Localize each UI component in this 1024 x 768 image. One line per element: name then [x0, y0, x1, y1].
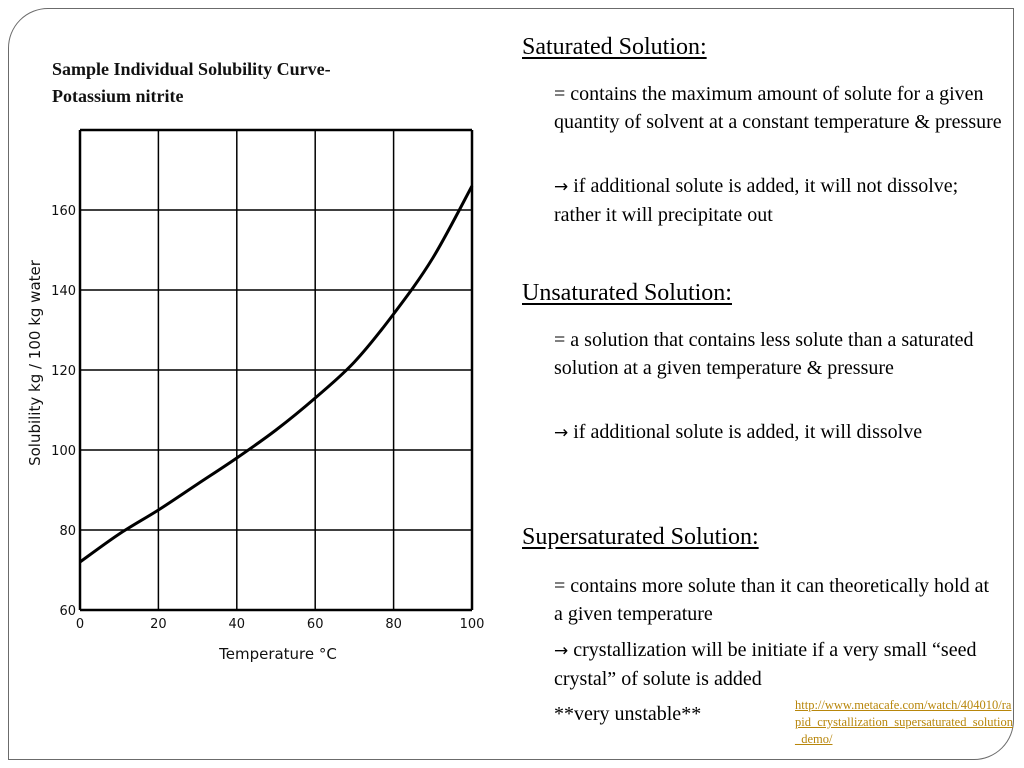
arrow-right-icon: →	[554, 423, 569, 443]
supersaturated-heading: Supersaturated Solution:	[522, 524, 759, 550]
y-tick-label: 100	[51, 444, 76, 459]
y-tick-label: 80	[59, 524, 76, 539]
unsaturated-heading: Unsaturated Solution:	[522, 280, 732, 306]
chart-title	[52, 56, 432, 110]
chart-ticks	[51, 204, 484, 632]
supersaturated-note-text: **very unstable**	[554, 703, 702, 725]
y-tick-label: 160	[51, 204, 76, 219]
saturated-heading: Saturated Solution:	[522, 34, 707, 60]
x-tick-label: 80	[385, 617, 402, 632]
x-tick-label: 20	[150, 617, 167, 632]
supersaturated-definition-text: = contains more solute than it can theoretically hold at a given temperature	[554, 575, 990, 625]
unsaturated-definition	[554, 326, 1002, 382]
chart-title-line1: Sample Individual Solubility Curve-	[52, 59, 331, 79]
x-axis-label: Temperature °C	[219, 645, 337, 663]
y-tick-label: 60	[59, 604, 76, 619]
chart-grid	[80, 130, 472, 610]
saturated-definition	[554, 80, 1002, 136]
x-tick-label: 100	[459, 617, 485, 632]
supersaturated-definition	[554, 572, 1002, 628]
y-tick-label: 120	[51, 364, 76, 379]
chart-title-line2: Potassium nitrite	[52, 86, 184, 106]
arrow-right-icon: →	[554, 177, 569, 197]
source-video-link[interactable]: http://www.metacafe.com/watch/404010/rapid_crystallization_supersaturated_solution_demo/	[795, 698, 1014, 746]
x-tick-label: 40	[228, 617, 246, 632]
saturated-consequence	[554, 172, 1002, 229]
solubility-curve-line	[80, 186, 472, 562]
y-tick-label: 140	[51, 284, 76, 299]
saturated-definition-text: = contains the maximum amount of solute for a given quantity of solvent at a constant temperature & pressure	[554, 83, 1002, 133]
x-tick-label: 60	[306, 617, 324, 632]
supersaturated-consequence-text: crystallization will be initiate if a very small “seed crystal” of solute is added	[554, 639, 977, 690]
unsaturated-consequence-text: if additional solute is added, it will dissolve	[568, 421, 923, 443]
x-tick-label: 0	[75, 617, 85, 632]
saturated-consequence-text: if additional solute is added, it will not dissolve; rather it will precipitate out	[554, 175, 959, 226]
arrow-right-icon: →	[554, 641, 569, 661]
unsaturated-definition-text: = a solution that contains less solute than a saturated solution at a given temperature & pressure	[554, 329, 974, 379]
supersaturated-note	[554, 700, 794, 728]
supersaturated-consequence	[554, 636, 1002, 693]
unsaturated-consequence	[554, 418, 1002, 447]
y-axis-label: Solubility kg / 100 kg water	[26, 260, 44, 466]
solubility-chart	[18, 118, 498, 678]
